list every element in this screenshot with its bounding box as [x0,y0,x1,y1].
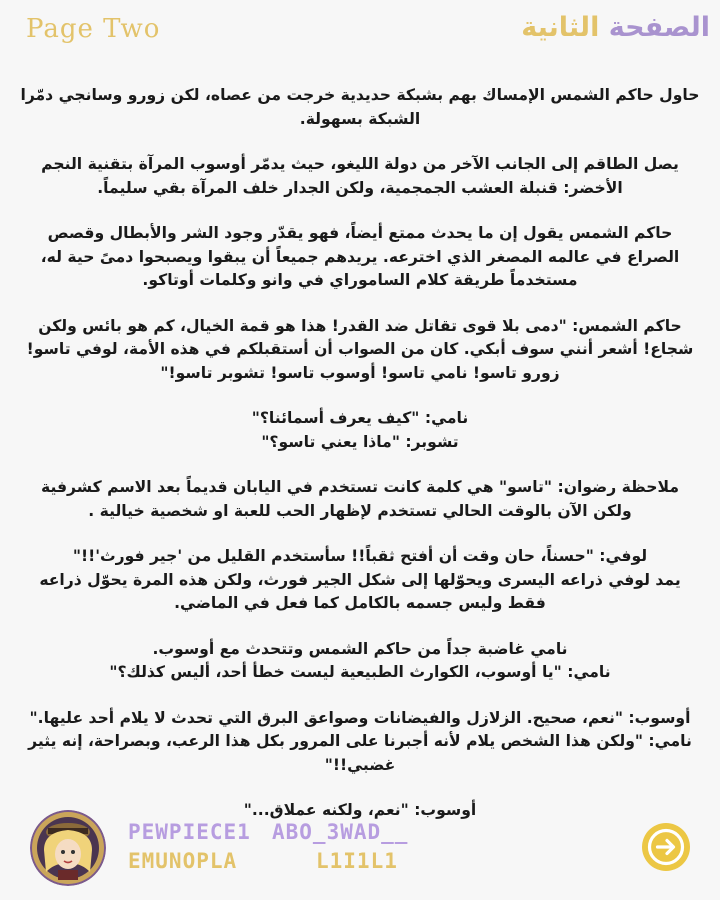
credit-name: L1I1L1 [316,849,398,873]
page-title-arabic-word-1: الصفحة [608,12,710,43]
paragraph: حاول حاكم الشمس الإمساك بهم بشبكة حديدية خرجت من عصاه، لكن زورو وسانجي دمّرا الشبكة بسهولة. [20,86,700,128]
credit-name: PEWPIECE1 [128,820,251,844]
page-footer [0,800,720,900]
page-header [0,0,720,62]
paragraph: حاكم الشمس يقول إن ما يحدث ممتع أيضاً، فهو يقدّر وجود الشر والأبطال وقصص الصراع في عالمه المصغر الذي اخترعه. يريدهم جميعاً أن يبقوا ويصبحوا دمىً حية له، مستخدماً طريقة كلام الساموراي في وانو وكلمات أوتاكو. [40,224,680,289]
paragraph: نامي غاضبة جداً من حاكم الشمس وتتحدث مع أوسوب. نامي: "يا أوسوب، الكوارث الطبيعية ليست خطأ أحد، أليس كذلك؟" [109,639,611,681]
credit-name: ABO_3WAD__ [272,820,409,844]
article-body [20,84,700,823]
paragraph: حاكم الشمس: "دمى بلا قوى تقاتل ضد القدر! هذا هو قمة الخيال، كم هو بائس ولكن شجاع! أشعر أنني سوف أبكي. كان من الصواب أن أستقبلكم في هذه الأمة، لوفي تاسو! زورو تاسو! نامي تاسو! أوسوب تاسو! تشوبر تاسو!" [26,316,694,382]
paragraph: نامي: "كيف يعرف أسمائنا؟" تشوبر: "ماذا يعني تاسو؟" [251,409,469,451]
paragraph: أوسوب: "نعم، ولكنه عملاق..." [243,801,477,819]
next-page-button[interactable] [642,823,690,871]
character-avatar [30,810,106,886]
page-title-arabic-word-2: الثانية [521,12,600,43]
paragraph: لوفي: "حسناً، حان وقت أن أفتح ثقباً!! سأستخدم القليل من 'جير فورث'!!" يمد لوفي ذراعه اليسرى ويحوّلها إلى شكل الجير فورث، ولكن هذه المرة يحوّل ذراعه فقط وليس جسمه بالكامل كما فعل في الماضي. [39,547,681,612]
page-title-english: Page Two [26,14,161,44]
paragraph: أوسوب: "نعم، صحيح. الزلازل والفيضانات وصواعق البرق التي تحدث لا يلام أحد عليها." نامي: "ولكن هذا الشخص يلام لأنه أجبرنا على المرور بكل هذا الرعب، وبصراحة، إنه يثير غضبي!!" [28,708,692,774]
credit-name: EMUNOPLA [128,849,238,873]
paragraph: ملاحظة رضوان: "تاسو" هي كلمة كانت تستخدم في اليابان قديماً بعد الاسم كشرفية ولكن الآن بالوقت الحالي تستخدم لإظهار الحب للعبة او شخصية خيالية . [41,478,679,520]
credits [128,820,448,880]
arrow-right-circle-icon [642,823,690,871]
page-title-arabic [521,12,710,43]
paragraph: يصل الطاقم إلى الجانب الآخر من دولة الليغو، حيث يدمّر أوسوب المرآة بتقنية النجم الأخضر: قنبلة العشب الجمجمية، ولكن الجدار خلف المرآة بقي سليماً. [41,155,679,197]
